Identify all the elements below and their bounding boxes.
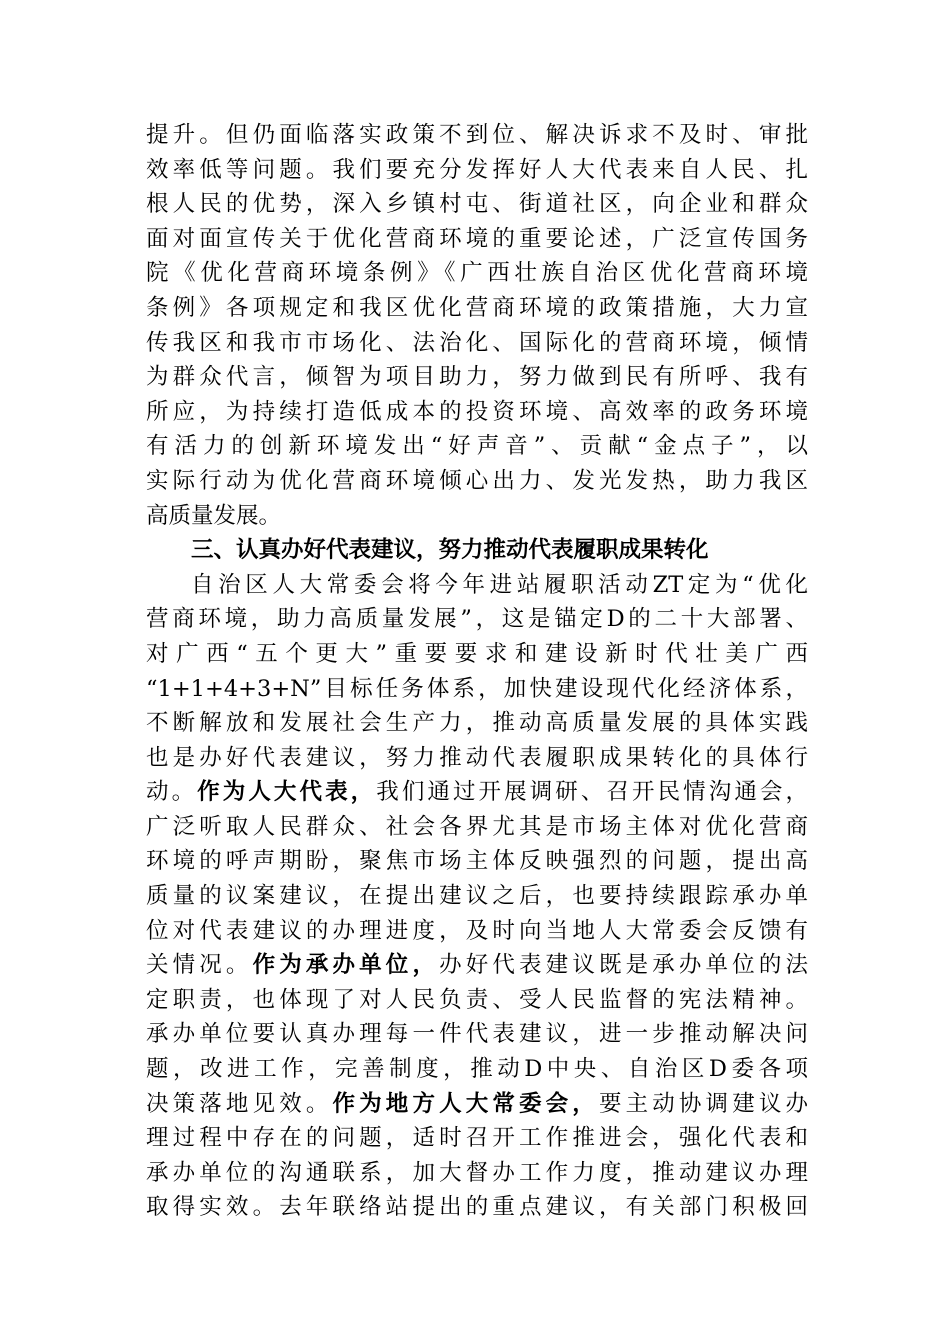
text-line: 营商环境，助力高质量发展”，这是锚定D的二十大部署、 — [146, 606, 808, 633]
text-run: 我们通过开展调研、召开民情沟通会， — [376, 779, 808, 806]
text-line-mixed — [146, 948, 808, 983]
text-line: 高质量发展。 — [146, 502, 282, 529]
text-line: 传我区和我市市场化、法治化、国际化的营商环境，倾情 — [146, 329, 808, 356]
document-page — [146, 118, 808, 1225]
text-line: 有活力的创新环境发出“好声音”、贡献“金点子”，以 — [146, 433, 808, 460]
text-line: 广泛听取人民群众、社会各界尤其是市场主体对优化营商 — [146, 813, 808, 840]
text-line: 质量的议案建议，在提出建议之后，也要持续跟踪承办单 — [146, 883, 808, 910]
text-line: 实际行动为优化营商环境倾心出力、发光发热，助力我区 — [146, 467, 808, 494]
text-line: 效率低等问题。我们要充分发挥好人大代表来自人民、扎 — [146, 156, 808, 183]
text-line: 承办单位的沟通联系，加大督办工作力度，推动建议办理 — [146, 1159, 808, 1186]
bold-role-local-standing-committee: 作为地方人大常委会， — [332, 1090, 599, 1117]
text-line: 不断解放和发展社会生产力，推动高质量发展的具体实践 — [146, 710, 808, 737]
text-line: 也是办好代表建议，努力推动代表履职成果转化的具体行 — [146, 744, 808, 771]
text-line: 院《优化营商环境条例》《广西壮族自治区优化营商环境 — [146, 260, 808, 287]
text-line-mixed — [146, 1087, 808, 1122]
text-line: 所应，为持续打造低成本的投资环境、高效率的政务环境 — [146, 398, 808, 425]
text-line: 环境的呼声期盼，聚焦市场主体反映强烈的问题，提出高 — [146, 848, 808, 875]
text-line: 理过程中存在的问题，适时召开工作推进会，强化代表和 — [146, 1125, 808, 1152]
text-line: 定职责，也体现了对人民负责、受人民监督的宪法精神。 — [146, 986, 808, 1013]
text-line-mixed — [146, 775, 808, 810]
text-line: 位对代表建议的办理进度，及时向当地人大常委会反馈有 — [146, 917, 808, 944]
bold-role-handling-unit: 作为承办单位， — [252, 952, 440, 979]
text-line: 根人民的优势，深入乡镇村屯、街道社区，向企业和群众 — [146, 191, 808, 218]
bold-role-npc-deputy: 作为人大代表， — [197, 779, 377, 806]
section-heading: 三、认真办好代表建议，努力推动代表履职成果转化 — [191, 537, 709, 564]
text-run: 办好代表建议既是承办单位的法 — [439, 952, 808, 979]
text-line: 取得实效。去年联络站提出的重点建议，有关部门积极回 — [146, 1194, 808, 1221]
text-line: 条例》各项规定和我区优化营商环境的政策措施，大力宣 — [146, 294, 808, 321]
text-line: 题，改进工作，完善制度，推动D中央、自治区D委各项 — [146, 1056, 808, 1083]
text-run: 要主动协调建议办 — [598, 1090, 808, 1117]
text-line: 承办单位要认真办理每一件代表建议，进一步推动解决问 — [146, 1021, 808, 1048]
paragraph-business-environment — [146, 118, 808, 533]
text-line: “1+1+4+3+N”目标任务体系，加快建设现代化经济体系， — [146, 675, 808, 702]
text-line: 为群众代言，倾智为项目助力，努力做到民有所呼、我有 — [146, 364, 808, 391]
text-line: 自治区人大常委会将今年进站履职活动ZT定为“优化 — [191, 571, 808, 598]
text-line: 提升。但仍面临落实政策不到位、解决诉求不及时、审批 — [146, 122, 808, 148]
text-run: 决策落地见效。 — [146, 1090, 333, 1117]
paragraph-representative-proposals — [146, 568, 808, 1225]
text-run: 关情况。 — [146, 952, 253, 979]
text-line: 对广西“五个更大”重要要求和建设新时代壮美广西 — [146, 640, 808, 667]
text-run: 动。 — [146, 779, 198, 806]
text-line: 面对面宣传关于优化营商环境的重要论述，广泛宣传国务 — [146, 225, 808, 252]
